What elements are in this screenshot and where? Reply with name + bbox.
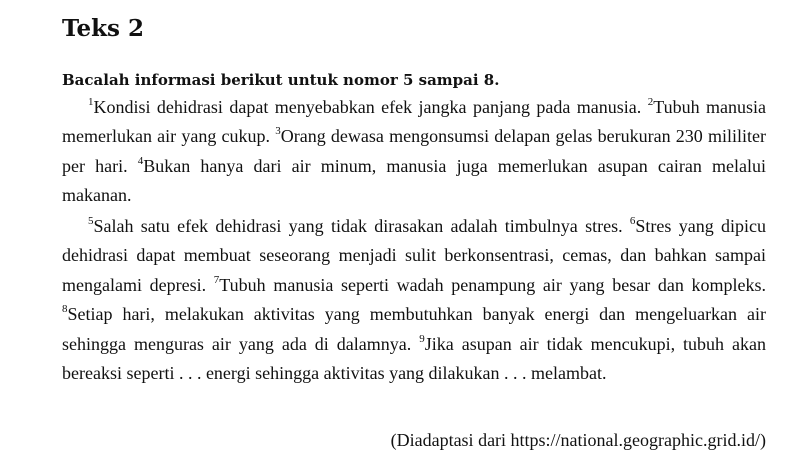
sentence-text: Jika asupan air tidak mencukupi, tubuh akan bereaksi seperti . . . energi sehingga aktivitas yang dilakukan . . . melambat.	[62, 333, 767, 384]
sentence-number: 6	[629, 215, 636, 227]
sentence-number: 7	[213, 273, 220, 286]
sentence-number: 4	[137, 154, 144, 167]
sentence-number: 8	[62, 303, 68, 316]
sentence-text: Setiap hari, melakukan aktivitas yang membutuhkan banyak energi dan mengeluarkan air sehingga menguras air yang ada di dalamnya.	[62, 304, 766, 354]
sentence-1	[88, 97, 641, 117]
sentence-7	[214, 275, 766, 295]
sentence-number: 2	[647, 96, 654, 108]
sentence-5	[88, 216, 623, 236]
sentence-number: 5	[88, 215, 94, 227]
paragraph-1	[62, 93, 766, 211]
sentence-4	[62, 156, 766, 205]
sentence-text: Tubuh manusia memerlukan air yang cukup.	[62, 97, 766, 147]
page-title: Teks 2	[62, 15, 145, 42]
sentence-number: 9	[419, 332, 425, 345]
sentence-text: Bukan hanya dari air minum, manusia juga memerlukan asupan cairan melalui makanan.	[62, 155, 767, 206]
sentence-number: 3	[275, 125, 281, 138]
paragraph-2	[62, 212, 766, 388]
sentence-number: 1	[88, 96, 94, 108]
sentence-text: Salah satu efek dehidrasi yang tidak dirasakan adalah timbulnya stres.	[93, 216, 623, 236]
source-citation: (Diadaptasi dari https://national.geographic.grid.id/)	[390, 430, 766, 450]
sentence-text: Kondisi dehidrasi dapat menyebabkan efek jangka panjang pada manusia.	[93, 97, 642, 117]
sentence-text: Stres yang dipicu dehidrasi dapat membuat seseorang menjadi sulit berkonsentrasi, cemas, dan bahkan sampai mengalami depresi.	[62, 216, 767, 295]
sentence-text: Tubuh manusia seperti wadah penampung air yang besar dan kompleks.	[219, 274, 767, 295]
instruction-text: Bacalah informasi berikut untuk nomor 5 sampai 8.	[62, 71, 500, 89]
sentence-text: Orang dewasa mengonsumsi delapan gelas berukuran 230 mililiter per hari.	[62, 126, 766, 176]
